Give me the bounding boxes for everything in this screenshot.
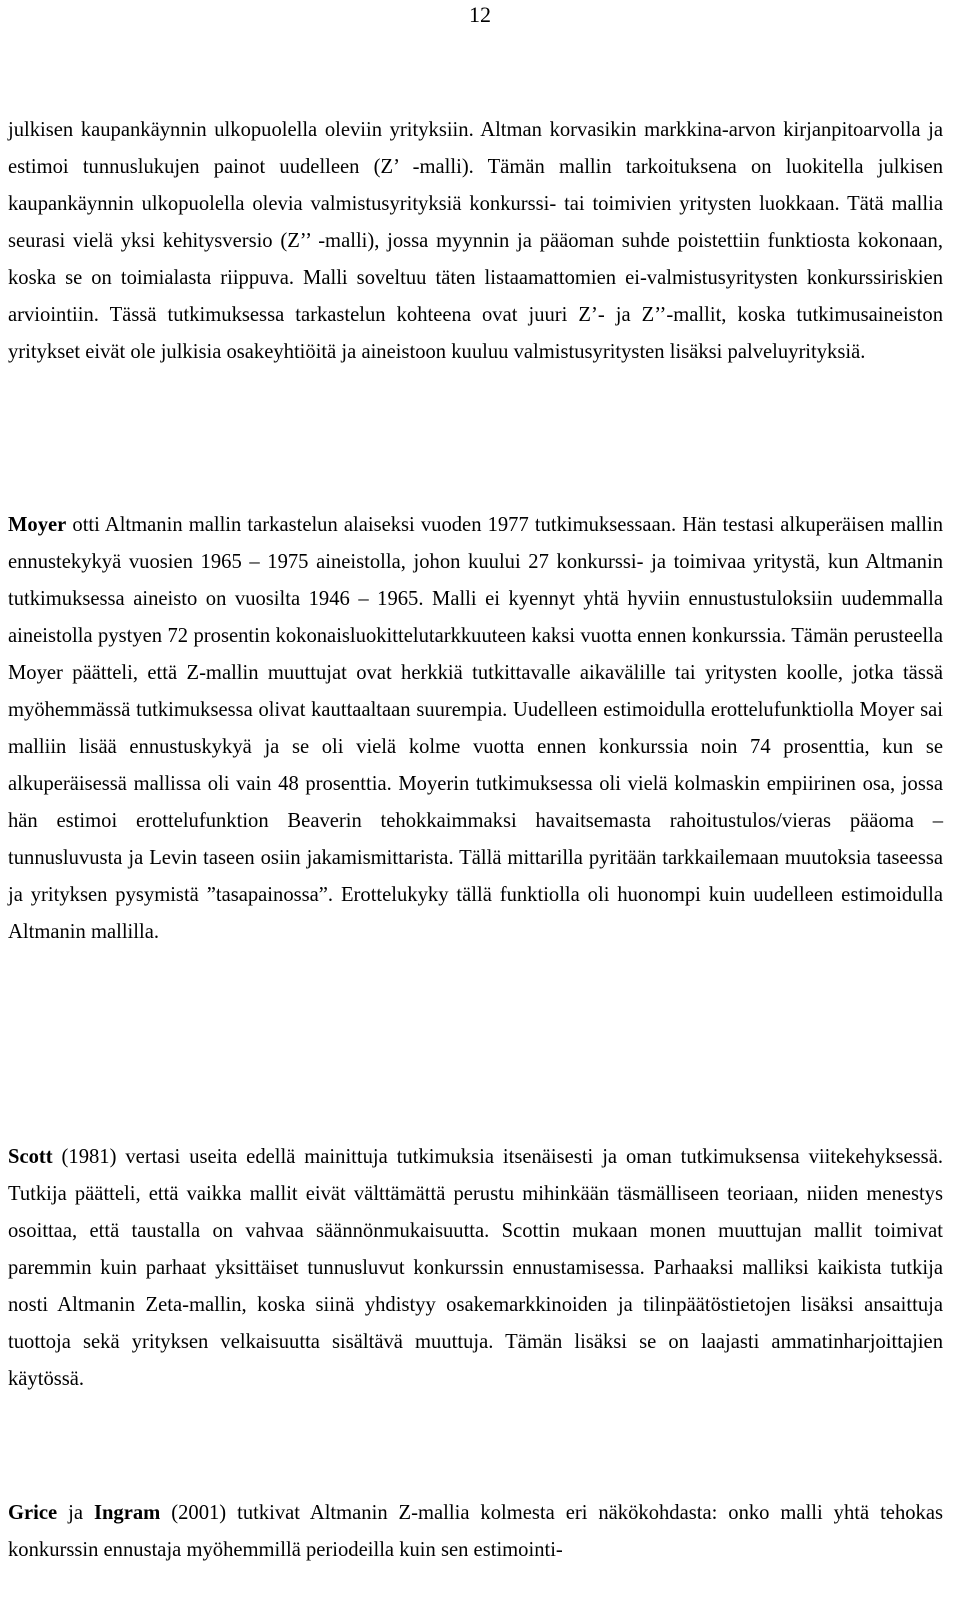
paragraph-text: (2001) tutkivat Altmanin Z-mallia kolmesta eri näkökohdasta: onko malli yhtä tehokas konkurssin ennustaja myöhemmillä periodeilla kuin sen estimointi-: [8, 1502, 943, 1561]
paragraph-grice-ingram: [8, 1495, 943, 1569]
author-name-ingram: Ingram: [93, 1502, 161, 1524]
page-number: 12: [469, 2, 491, 27]
paragraph-altman-z-models: [8, 112, 943, 371]
paragraph-text: otti Altmanin mallin tarkastelun alaiseksi vuoden 1977 tutkimuksessaan. Hän testasi alkuperäisen mallin ennustekykyä vuosien 1965 – 1975 aineistolla, johon kuului 27 konkurssi- ja toimivaa yritystä, kun Altmanin tutkimuksessa aineisto on vuosilta 1946 – 1965. Malli ei kyennyt yhtä hyviin ennustustuloksiin uudemmalla aineistolla pystyen 72 prosentin kokonaisluokittelutarkkuuteen kaksi vuotta ennen konkurssia. Tämän perusteella Moyer päätteli, että Z-mallin muuttujat ovat herkkiä tutkittavalle aikavälille tai yritysten koolle, jotka tässä myöhemmässä tutkimuksessa olivat kauttaaltaan suurempia. Uudelleen estimoidulla erottelufunktiolla Moyer sai malliin lisää ennustuskykyä ja se oli vielä kolme vuotta ennen konkurssia noin 74 prosenttia, kun se alkuperäisessä mallissa oli vain 48 prosenttia. Moyerin tutkimuksessa oli vielä kolmaskin empiirinen osa, jossa hän estimoi erottelufunktion Beaverin tehokkaimmaksi havaitsemasta rahoitustulos/vieras pääoma –tunnusluvusta ja Levin taseen osiin jakamismittarista. Tällä mittarilla pyritään tarkkailemaan muutoksia taseessa ja yrityksen pysymistä ”tasapainossa”. Erottelukyky tällä funktiolla oli huonompi kuin uudelleen estimoidulla Altmanin mallilla.: [8, 514, 943, 943]
paragraph-text: (1981) vertasi useita edellä mainittuja tutkimuksia itsenäisesti ja oman tutkimuksensa viitekehyksessä. Tutkija päätteli, että vaikka mallit eivät välttämättä perustu mihinkään täsmälliseen teoriaan, niiden menestys osoittaa, että taustalla on vahvaa säännönmukaisuutta. Scottin mukaan monen muuttujan mallit toimivat paremmin kuin parhaat yksittäiset tunnusluvut konkurssin ennustamisessa. Parhaaksi malliksi kaikista tutkija nosti Altmanin Zeta-mallin, koska siinä yhdistyy osakemarkkinoiden ja tilinpäätöstietojen lisäksi ansaittuja tuottoja sekä yrityksen velkaisuutta sisältävä muuttuja. Tämän lisäksi se on laajasti ammatinharjoittajien käytössä.: [8, 1146, 943, 1390]
paragraph-text: julkisen kaupankäynnin ulkopuolella oleviin yrityksiin. Altman korvasikin markkina-arvon kirjanpitoarvolla ja estimoi tunnuslukujen painot uudelleen (Z’ -malli). Tämän mallin tarkoituksena on luokitella julkisen kaupankäynnin ulkopuolella olevia valmistusyrityksiä konkurssi- tai toimivien yritysten luokkaan. Tätä mallia seurasi vielä yksi kehitysversio (Z’’ -malli), jossa myynnin ja pääoman suhde poistettiin funktiosta kokonaan, koska se on toimialasta riippuva. Malli soveltuu täten listaamattomien ei-valmistusyritysten konkurssiriskien arviointiin. Tässä tutkimuksessa tarkastelun kohteena ovat juuri Z’- ja Z’’-mallit, koska tutkimusaineiston yritykset eivät ole julkisia osakeyhtiöitä ja aineistoon kuuluu valmistusyritysten lisäksi palveluyrityksiä.: [8, 119, 943, 363]
paragraph-scott: [8, 1139, 943, 1398]
author-name-moyer: Moyer: [8, 514, 67, 536]
conjunction-text: ja: [57, 1502, 94, 1524]
author-name-scott: Scott: [8, 1146, 53, 1168]
author-name-grice: Grice: [8, 1502, 58, 1524]
paragraph-moyer: [8, 507, 943, 951]
